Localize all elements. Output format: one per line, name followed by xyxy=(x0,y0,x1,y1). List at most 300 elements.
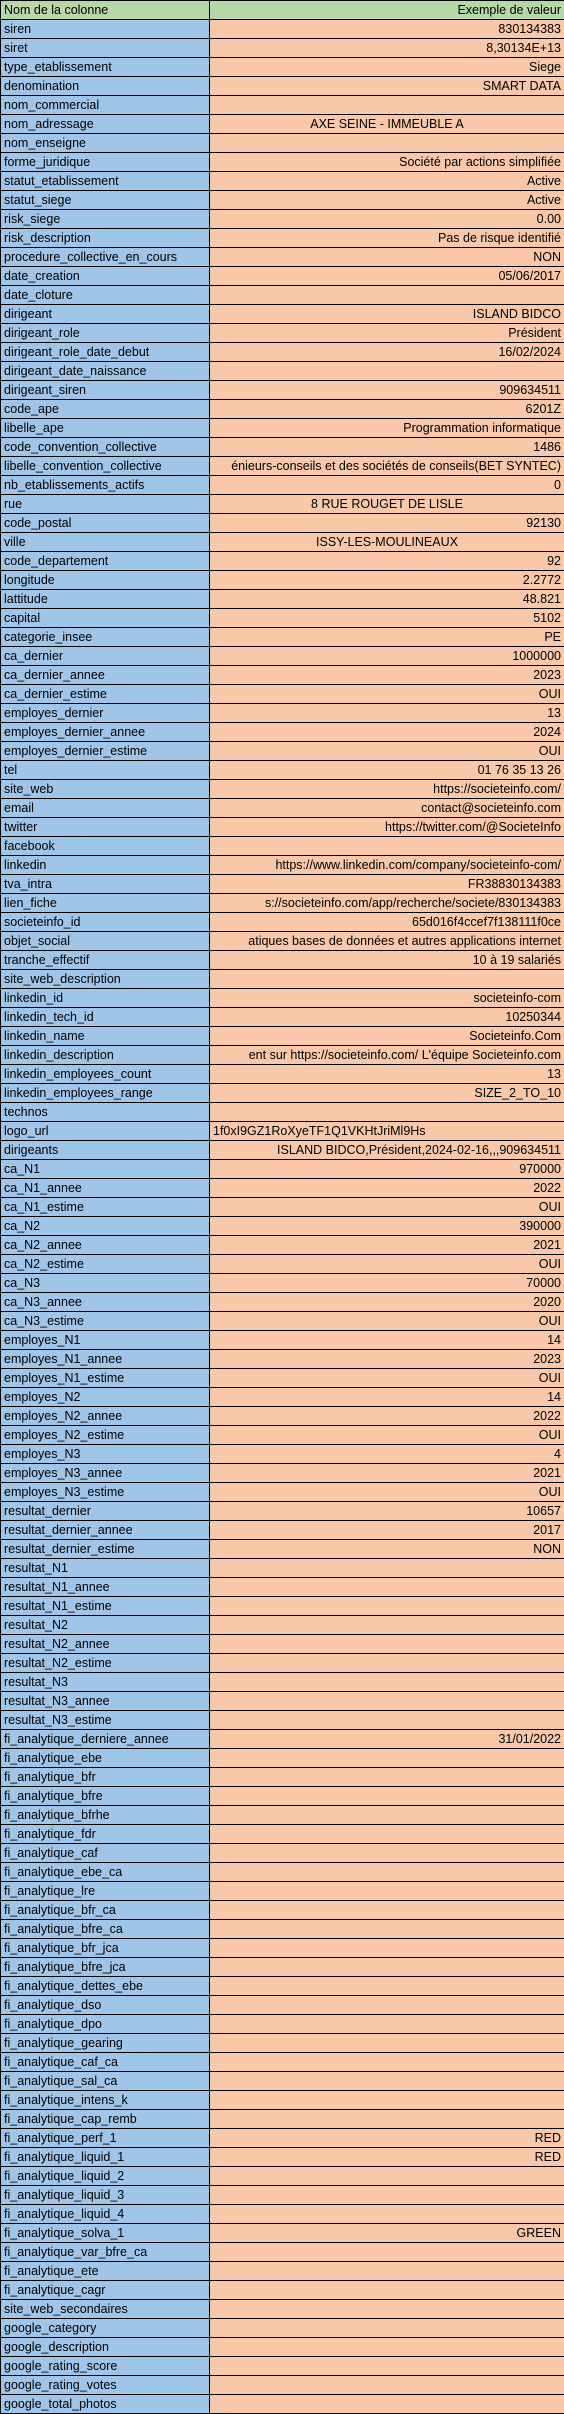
table-row xyxy=(1,856,564,875)
column-name-cell: google_rating_votes xyxy=(1,2376,210,2395)
table-row xyxy=(1,666,564,685)
table-row xyxy=(1,1673,564,1692)
table-row xyxy=(1,115,564,134)
column-name-cell: site_web_description xyxy=(1,970,210,989)
example-value-cell: AXE SEINE - IMMEUBLE A xyxy=(210,115,564,134)
example-value-cell xyxy=(210,134,564,153)
example-value-cell xyxy=(210,2034,564,2053)
column-name-cell: ca_N2 xyxy=(1,1217,210,1236)
example-value-cell xyxy=(210,1825,564,1844)
table-row xyxy=(1,267,564,286)
example-value-cell xyxy=(210,1806,564,1825)
column-name-cell: nom_enseigne xyxy=(1,134,210,153)
column-name-cell: dirigeant xyxy=(1,305,210,324)
column-name-cell: resultat_N1_annee xyxy=(1,1578,210,1597)
table-row xyxy=(1,495,564,514)
column-name-cell: ca_N3_estime xyxy=(1,1312,210,1331)
table-row xyxy=(1,1863,564,1882)
table-row xyxy=(1,514,564,533)
column-name-cell: siret xyxy=(1,39,210,58)
example-value-cell: 13 xyxy=(210,704,564,723)
table-row xyxy=(1,970,564,989)
column-name-cell: risk_description xyxy=(1,229,210,248)
column-name-cell: ca_N1 xyxy=(1,1160,210,1179)
column-name-cell: tranche_effectif xyxy=(1,951,210,970)
example-value-cell xyxy=(210,1844,564,1863)
column-name-cell: ca_N2_annee xyxy=(1,1236,210,1255)
example-value-cell: OUI xyxy=(210,1312,564,1331)
table-row xyxy=(1,1445,564,1464)
example-value-cell: 6201Z xyxy=(210,400,564,419)
example-value-cell xyxy=(210,2110,564,2129)
table-row xyxy=(1,229,564,248)
table-row xyxy=(1,1730,564,1749)
table-row xyxy=(1,742,564,761)
table-row xyxy=(1,438,564,457)
column-name-cell: logo_url xyxy=(1,1122,210,1141)
column-name-cell: resultat_dernier_estime xyxy=(1,1540,210,1559)
column-name-cell: google_description xyxy=(1,2338,210,2357)
table-row xyxy=(1,932,564,951)
column-name-cell: dirigeant_date_naissance xyxy=(1,362,210,381)
column-name-cell: resultat_N3 xyxy=(1,1673,210,1692)
column-name-cell: fi_analytique_var_bfre_ca xyxy=(1,2243,210,2262)
table-row xyxy=(1,381,564,400)
example-value-cell: https://twitter.com/@SocieteInfo xyxy=(210,818,564,837)
column-name-cell: employes_N2_annee xyxy=(1,1407,210,1426)
example-value-cell: 10657 xyxy=(210,1502,564,1521)
table-row xyxy=(1,172,564,191)
table-row xyxy=(1,1312,564,1331)
table-row xyxy=(1,1616,564,1635)
column-name-cell: linkedin xyxy=(1,856,210,875)
table-row xyxy=(1,1483,564,1502)
example-value-cell: 2.2772 xyxy=(210,571,564,590)
example-value-cell: OUI xyxy=(210,1255,564,1274)
column-name-cell: libelle_convention_collective xyxy=(1,457,210,476)
column-name-cell: resultat_N3_estime xyxy=(1,1711,210,1730)
table-row xyxy=(1,39,564,58)
column-name-cell: resultat_dernier xyxy=(1,1502,210,1521)
example-value-cell: 4 xyxy=(210,1445,564,1464)
column-name-cell: fi_analytique_liquid_1 xyxy=(1,2148,210,2167)
table-row xyxy=(1,191,564,210)
example-value-cell xyxy=(210,2167,564,2186)
example-value-cell: 2022 xyxy=(210,1407,564,1426)
example-value-cell: 14 xyxy=(210,1388,564,1407)
column-name-cell: employes_dernier_estime xyxy=(1,742,210,761)
table-row xyxy=(1,2053,564,2072)
table-row xyxy=(1,1255,564,1274)
column-name-cell: forme_juridique xyxy=(1,153,210,172)
table-row xyxy=(1,875,564,894)
column-name-cell: dirigeant_role_date_debut xyxy=(1,343,210,362)
table-row xyxy=(1,134,564,153)
example-value-cell: RED xyxy=(210,2129,564,2148)
table-row xyxy=(1,761,564,780)
column-name-cell: code_departement xyxy=(1,552,210,571)
example-value-cell: atiques bases de données et autres applications internet xyxy=(210,932,564,951)
example-value-cell: Societeinfo.Com xyxy=(210,1027,564,1046)
column-name-cell: fi_analytique_dettes_ebe xyxy=(1,1977,210,1996)
table-row xyxy=(1,1559,564,1578)
column-name-cell: google_rating_score xyxy=(1,2357,210,2376)
example-value-cell xyxy=(210,1654,564,1673)
column-name-cell: ca_N1_annee xyxy=(1,1179,210,1198)
example-value-cell xyxy=(210,1597,564,1616)
table-row xyxy=(1,2224,564,2243)
table-row xyxy=(1,1293,564,1312)
column-name-cell: fi_analytique_bfr xyxy=(1,1768,210,1787)
column-name-cell: employes_dernier_annee xyxy=(1,723,210,742)
example-value-cell xyxy=(210,1958,564,1977)
example-value-cell: 70000 xyxy=(210,1274,564,1293)
example-value-cell xyxy=(210,1920,564,1939)
example-value-cell xyxy=(210,1768,564,1787)
table-row xyxy=(1,894,564,913)
column-name-cell: code_postal xyxy=(1,514,210,533)
table-row xyxy=(1,1768,564,1787)
column-name-cell: fi_analytique_ebe xyxy=(1,1749,210,1768)
example-value-cell: 1000000 xyxy=(210,647,564,666)
example-value-cell: 16/02/2024 xyxy=(210,343,564,362)
column-name-cell: employes_N1 xyxy=(1,1331,210,1350)
column-name-cell: statut_siege xyxy=(1,191,210,210)
table-row xyxy=(1,2072,564,2091)
column-name-cell: employes_N3 xyxy=(1,1445,210,1464)
example-value-cell: https://societeinfo.com/ xyxy=(210,780,564,799)
table-row xyxy=(1,2186,564,2205)
table-row xyxy=(1,1920,564,1939)
table-row xyxy=(1,1825,564,1844)
example-value-cell: Programmation informatique xyxy=(210,419,564,438)
example-value-cell xyxy=(210,1939,564,1958)
column-name-cell: date_creation xyxy=(1,267,210,286)
column-name-cell: site_web xyxy=(1,780,210,799)
column-name-cell: ca_dernier_annee xyxy=(1,666,210,685)
table-row xyxy=(1,1027,564,1046)
column-name-cell: fi_analytique_bfr_jca xyxy=(1,1939,210,1958)
example-value-cell: 5102 xyxy=(210,609,564,628)
table-row xyxy=(1,210,564,229)
table-row xyxy=(1,77,564,96)
example-value-cell: 65d016f4ccef7f138111f0ce xyxy=(210,913,564,932)
table-row xyxy=(1,1236,564,1255)
table-row xyxy=(1,2338,564,2357)
example-value-cell: 92 xyxy=(210,552,564,571)
example-value-cell xyxy=(210,1977,564,1996)
column-name-cell: resultat_N1 xyxy=(1,1559,210,1578)
example-value-cell: OUI xyxy=(210,1369,564,1388)
example-value-cell xyxy=(210,2186,564,2205)
example-value-cell xyxy=(210,2091,564,2110)
table-row xyxy=(1,1787,564,1806)
example-value-cell: 2023 xyxy=(210,666,564,685)
column-name-cell: nom_commercial xyxy=(1,96,210,115)
example-value-cell xyxy=(210,1559,564,1578)
example-value-cell: OUI xyxy=(210,1198,564,1217)
column-name-cell: employes_N2 xyxy=(1,1388,210,1407)
header-example-value: Exemple de valeur xyxy=(210,1,564,20)
column-name-cell: linkedin_name xyxy=(1,1027,210,1046)
table-row xyxy=(1,2129,564,2148)
example-value-cell: 0 xyxy=(210,476,564,495)
example-value-cell xyxy=(210,2338,564,2357)
table-row xyxy=(1,58,564,77)
example-value-cell: Pas de risque identifié xyxy=(210,229,564,248)
table-row xyxy=(1,2243,564,2262)
table-row xyxy=(1,1350,564,1369)
table-row xyxy=(1,1806,564,1825)
column-name-cell: fi_analytique_liquid_2 xyxy=(1,2167,210,2186)
column-name-cell: fi_analytique_cagr xyxy=(1,2281,210,2300)
example-value-cell: 14 xyxy=(210,1331,564,1350)
table-row xyxy=(1,2167,564,2186)
table-row xyxy=(1,2395,564,2414)
table-row xyxy=(1,951,564,970)
column-name-cell: linkedin_employees_count xyxy=(1,1065,210,1084)
column-name-cell: dirigeant_role xyxy=(1,324,210,343)
column-name-cell: risk_siege xyxy=(1,210,210,229)
example-value-cell xyxy=(210,2319,564,2338)
column-name-cell: fi_analytique_bfrhe xyxy=(1,1806,210,1825)
column-name-cell: fi_analytique_ebe_ca xyxy=(1,1863,210,1882)
column-name-cell: facebook xyxy=(1,837,210,856)
example-value-cell xyxy=(210,1673,564,1692)
column-name-cell: linkedin_description xyxy=(1,1046,210,1065)
table-row xyxy=(1,1046,564,1065)
example-value-cell: OUI xyxy=(210,1426,564,1445)
column-name-cell: fi_analytique_ete xyxy=(1,2262,210,2281)
table-row xyxy=(1,1540,564,1559)
table-row xyxy=(1,1635,564,1654)
column-name-cell: code_ape xyxy=(1,400,210,419)
column-name-cell: fi_analytique_liquid_3 xyxy=(1,2186,210,2205)
example-value-cell xyxy=(210,2395,564,2414)
example-value-cell: PE xyxy=(210,628,564,647)
example-value-cell xyxy=(210,2015,564,2034)
example-value-cell xyxy=(210,1578,564,1597)
column-name-cell: tel xyxy=(1,761,210,780)
table-row xyxy=(1,1901,564,1920)
example-value-cell xyxy=(210,2262,564,2281)
table-row xyxy=(1,1711,564,1730)
table-row xyxy=(1,2376,564,2395)
column-name-cell: email xyxy=(1,799,210,818)
table-row xyxy=(1,685,564,704)
table-row xyxy=(1,1426,564,1445)
example-value-cell xyxy=(210,1882,564,1901)
table-row xyxy=(1,799,564,818)
example-value-cell: 909634511 xyxy=(210,381,564,400)
table-row xyxy=(1,343,564,362)
example-value-cell: Active xyxy=(210,191,564,210)
column-name-cell: fi_analytique_derniere_annee xyxy=(1,1730,210,1749)
table-row xyxy=(1,419,564,438)
column-name-cell: societeinfo_id xyxy=(1,913,210,932)
example-value-cell xyxy=(210,1616,564,1635)
table-body xyxy=(1,1,564,2414)
table-row xyxy=(1,818,564,837)
column-name-cell: employes_N3_estime xyxy=(1,1483,210,1502)
table-row xyxy=(1,552,564,571)
example-value-cell: SMART DATA xyxy=(210,77,564,96)
table-row xyxy=(1,723,564,742)
column-name-cell: fi_analytique_bfre xyxy=(1,1787,210,1806)
example-value-cell: Société par actions simplifiée xyxy=(210,153,564,172)
example-value-cell: 2022 xyxy=(210,1179,564,1198)
example-value-cell: NON xyxy=(210,1540,564,1559)
column-name-cell: statut_etablissement xyxy=(1,172,210,191)
column-name-cell: site_web_secondaires xyxy=(1,2300,210,2319)
example-value-cell: OUI xyxy=(210,742,564,761)
example-value-cell xyxy=(210,1996,564,2015)
example-value-cell: 01 76 35 13 26 xyxy=(210,761,564,780)
table-row xyxy=(1,1597,564,1616)
column-name-cell: lattitude xyxy=(1,590,210,609)
example-value-cell: 390000 xyxy=(210,1217,564,1236)
column-name-cell: linkedin_tech_id xyxy=(1,1008,210,1027)
example-value-cell xyxy=(210,2376,564,2395)
column-name-cell: employes_N1_estime xyxy=(1,1369,210,1388)
column-name-cell: lien_fiche xyxy=(1,894,210,913)
column-name-cell: resultat_N2_annee xyxy=(1,1635,210,1654)
table-row xyxy=(1,2148,564,2167)
example-value-cell: 8,30134E+13 xyxy=(210,39,564,58)
column-name-cell: employes_dernier xyxy=(1,704,210,723)
table-row xyxy=(1,2281,564,2300)
example-value-cell: Président xyxy=(210,324,564,343)
column-name-cell: employes_N2_estime xyxy=(1,1426,210,1445)
column-name-cell: longitude xyxy=(1,571,210,590)
column-name-cell: fi_analytique_bfr_ca xyxy=(1,1901,210,1920)
table-row xyxy=(1,571,564,590)
column-name-cell: ca_N3_annee xyxy=(1,1293,210,1312)
example-value-cell: NON xyxy=(210,248,564,267)
table-row xyxy=(1,1578,564,1597)
table-row xyxy=(1,1141,564,1160)
table-row xyxy=(1,1274,564,1293)
column-name-cell: date_cloture xyxy=(1,286,210,305)
column-name-cell: employes_N3_annee xyxy=(1,1464,210,1483)
example-value-cell xyxy=(210,2053,564,2072)
example-value-cell xyxy=(210,286,564,305)
example-value-cell: 13 xyxy=(210,1065,564,1084)
column-name-cell: technos xyxy=(1,1103,210,1122)
table-row xyxy=(1,153,564,172)
table-row xyxy=(1,609,564,628)
example-value-cell: Active xyxy=(210,172,564,191)
example-value-cell: OUI xyxy=(210,685,564,704)
example-value-cell: 31/01/2022 xyxy=(210,1730,564,1749)
table-row xyxy=(1,1198,564,1217)
table-row xyxy=(1,476,564,495)
example-value-cell xyxy=(210,2243,564,2262)
example-value-cell: 1486 xyxy=(210,438,564,457)
table-row xyxy=(1,647,564,666)
column-name-cell: resultat_N3_annee xyxy=(1,1692,210,1711)
column-name-cell: fi_analytique_dso xyxy=(1,1996,210,2015)
table-row xyxy=(1,1844,564,1863)
table-row xyxy=(1,1502,564,1521)
column-name-cell: dirigeant_siren xyxy=(1,381,210,400)
column-name-cell: categorie_insee xyxy=(1,628,210,647)
example-value-cell: FR38830134383 xyxy=(210,875,564,894)
column-name-cell: google_category xyxy=(1,2319,210,2338)
example-value-cell: ISSY-LES-MOULINEAUX xyxy=(210,533,564,552)
column-name-cell: capital xyxy=(1,609,210,628)
table-row xyxy=(1,1996,564,2015)
table-row xyxy=(1,2262,564,2281)
example-value-cell xyxy=(210,2357,564,2376)
table-row xyxy=(1,286,564,305)
example-value-cell: societeinfo-com xyxy=(210,989,564,1008)
column-name-cell: fi_analytique_lre xyxy=(1,1882,210,1901)
table-row xyxy=(1,1749,564,1768)
example-value-cell: 48.821 xyxy=(210,590,564,609)
column-name-cell: code_convention_collective xyxy=(1,438,210,457)
example-value-cell: 830134383 xyxy=(210,20,564,39)
column-name-cell: type_etablissement xyxy=(1,58,210,77)
example-value-cell: GREEN xyxy=(210,2224,564,2243)
column-name-cell: ville xyxy=(1,533,210,552)
example-value-cell xyxy=(210,1749,564,1768)
table-row xyxy=(1,2300,564,2319)
example-value-cell: 10 à 19 salariés xyxy=(210,951,564,970)
example-value-cell xyxy=(210,970,564,989)
table-row xyxy=(1,1160,564,1179)
table-row xyxy=(1,1331,564,1350)
table-row xyxy=(1,2110,564,2129)
table-row xyxy=(1,837,564,856)
table-row xyxy=(1,1407,564,1426)
example-value-cell: https://www.linkedin.com/company/societeinfo-com/ xyxy=(210,856,564,875)
table-row xyxy=(1,96,564,115)
example-value-cell: 2021 xyxy=(210,1464,564,1483)
table-row xyxy=(1,1521,564,1540)
table-row xyxy=(1,2034,564,2053)
table-row xyxy=(1,989,564,1008)
column-name-cell: fi_analytique_caf xyxy=(1,1844,210,1863)
table-row xyxy=(1,1217,564,1236)
table-row xyxy=(1,2319,564,2338)
table-row xyxy=(1,324,564,343)
table-row xyxy=(1,1008,564,1027)
example-value-cell xyxy=(210,2281,564,2300)
column-name-cell: fi_analytique_bfre_ca xyxy=(1,1920,210,1939)
column-name-cell: rue xyxy=(1,495,210,514)
column-name-cell: fi_analytique_gearing xyxy=(1,2034,210,2053)
example-value-cell: ISLAND BIDCO,Président,2024-02-16,,,909634511 xyxy=(210,1141,564,1160)
table-row xyxy=(1,780,564,799)
example-value-cell xyxy=(210,1787,564,1806)
example-value-cell: SIZE_2_TO_10 xyxy=(210,1084,564,1103)
example-value-cell xyxy=(210,2300,564,2319)
column-name-cell: ca_dernier xyxy=(1,647,210,666)
column-name-cell: twitter xyxy=(1,818,210,837)
example-value-cell: OUI xyxy=(210,1483,564,1502)
example-value-cell: énieurs-conseils et des sociétés de conseils(BET SYNTEC) xyxy=(210,457,564,476)
table-row xyxy=(1,2205,564,2224)
table-row xyxy=(1,1882,564,1901)
column-name-cell: ca_N1_estime xyxy=(1,1198,210,1217)
example-value-cell xyxy=(210,1863,564,1882)
example-value-cell: 2023 xyxy=(210,1350,564,1369)
table-row xyxy=(1,20,564,39)
column-name-cell: fi_analytique_cap_remb xyxy=(1,2110,210,2129)
column-name-cell: google_total_photos xyxy=(1,2395,210,2414)
column-name-cell: fi_analytique_sal_ca xyxy=(1,2072,210,2091)
